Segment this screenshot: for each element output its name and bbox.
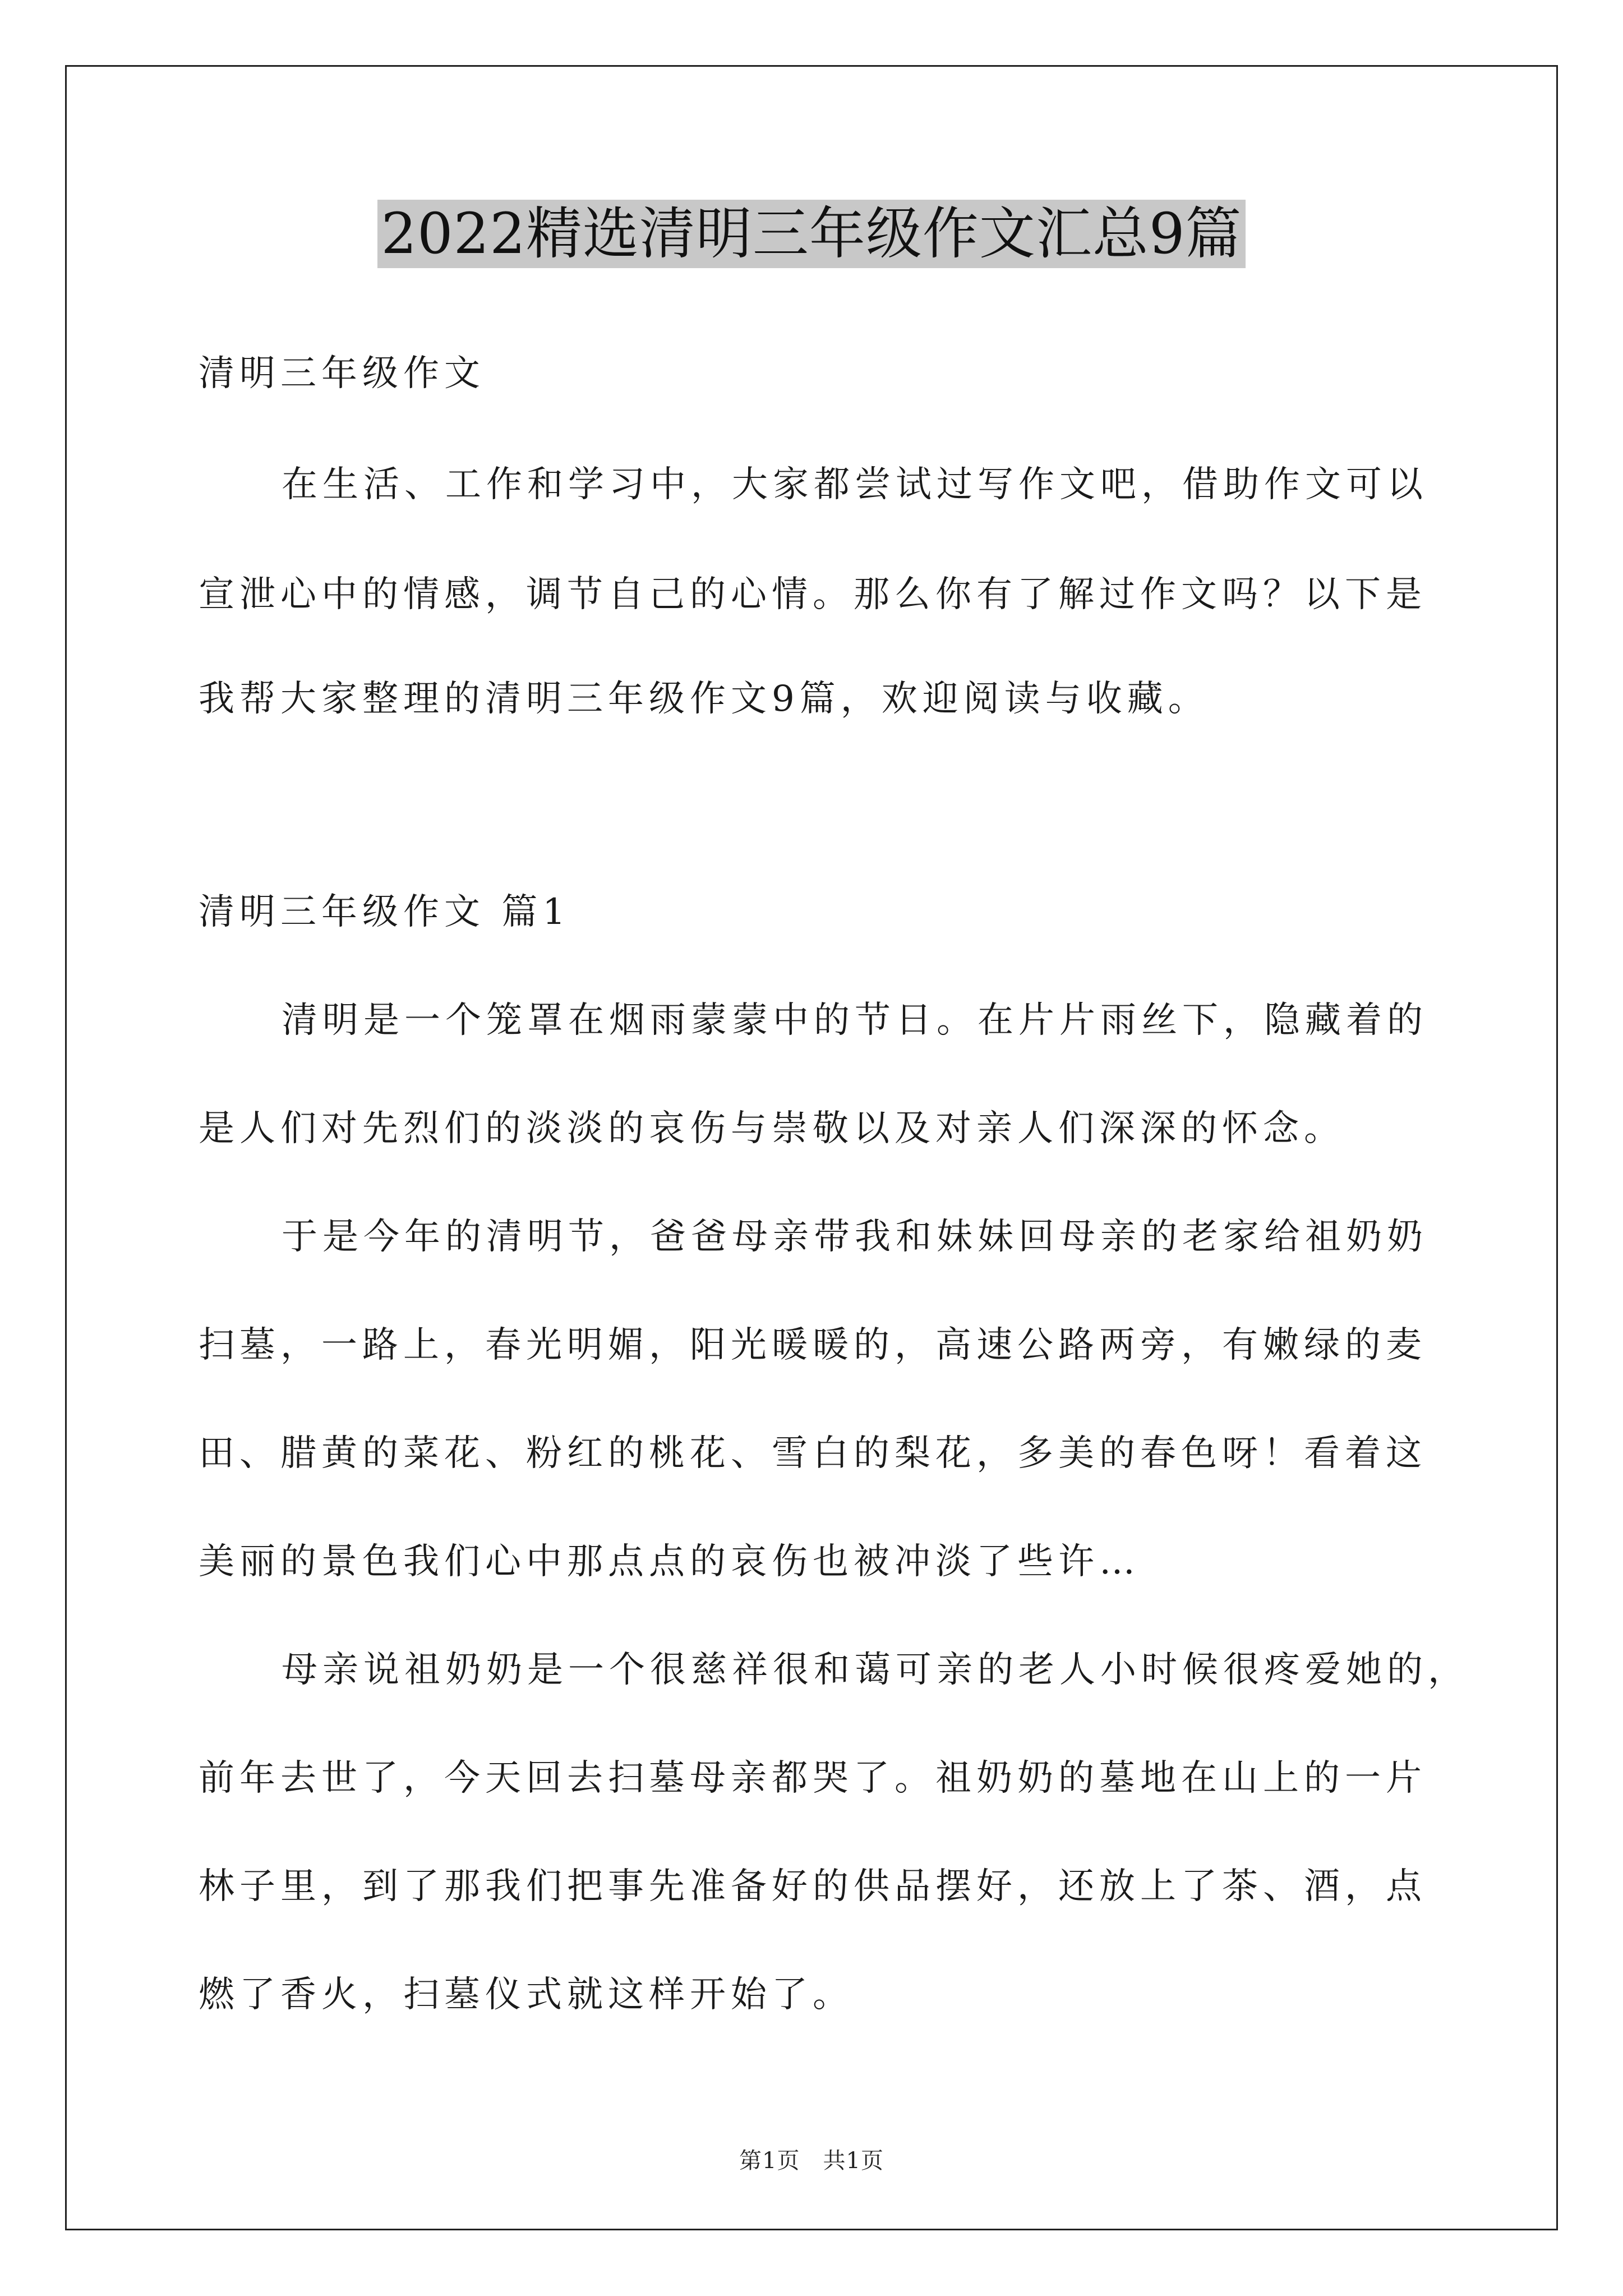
paragraph-line: 前年去世了，今天回去扫墓母亲都哭了。祖奶奶的墓地在山上的一片: [199, 1757, 1427, 1799]
paragraph-line: 在生活、工作和学习中，大家都尝试过写作文吧，借助作文可以: [282, 464, 1428, 505]
paragraph-line: 扫墓，一路上，春光明媚，阳光暖暖的，高速公路两旁，有嫩绿的麦: [199, 1324, 1427, 1366]
paragraph-line: 宣泄心中的情感，调节自己的心情。那么你有了解过作文吗？以下是: [199, 574, 1427, 615]
section-heading: 清明三年级作文: [199, 353, 485, 394]
section-heading: 清明三年级作文 篇1: [199, 891, 571, 933]
paragraph-line: 于是今年的清明节，爸爸母亲带我和妹妹回母亲的老家给祖奶奶: [282, 1216, 1428, 1258]
paragraph-line: 我帮大家整理的清明三年级作文9篇，欢迎阅读与收藏。: [199, 678, 1209, 720]
paragraph-line: 林子里，到了那我们把事先准备好的供品摆好，还放上了茶、酒，点: [199, 1866, 1427, 1907]
paragraph-line: 燃了香火，扫墓仪式就这样开始了。: [199, 1974, 854, 2016]
title-container: [0, 200, 1623, 268]
paragraph-line: 母亲说祖奶奶是一个很慈祥很和蔼可亲的老人小时候很疼爱她的，: [282, 1649, 1469, 1691]
paragraph-line: 美丽的景色我们心中那点点的哀伤也被冲淡了些许…: [199, 1541, 1140, 1582]
page-number-footer: 第1页 共1页: [739, 2148, 884, 2174]
paragraph-line: 是人们对先烈们的淡淡的哀伤与崇敬以及对亲人们深深的怀念。: [199, 1108, 1345, 1149]
document-title: 2022精选清明三年级作文汇总9篇: [377, 200, 1245, 268]
paragraph-line: 清明是一个笼罩在烟雨蒙蒙中的节日。在片片雨丝下，隐藏着的: [282, 1000, 1428, 1041]
paragraph-line: 田、腊黄的菜花、粉红的桃花、雪白的梨花，多美的春色呀！看着这: [199, 1433, 1427, 1474]
